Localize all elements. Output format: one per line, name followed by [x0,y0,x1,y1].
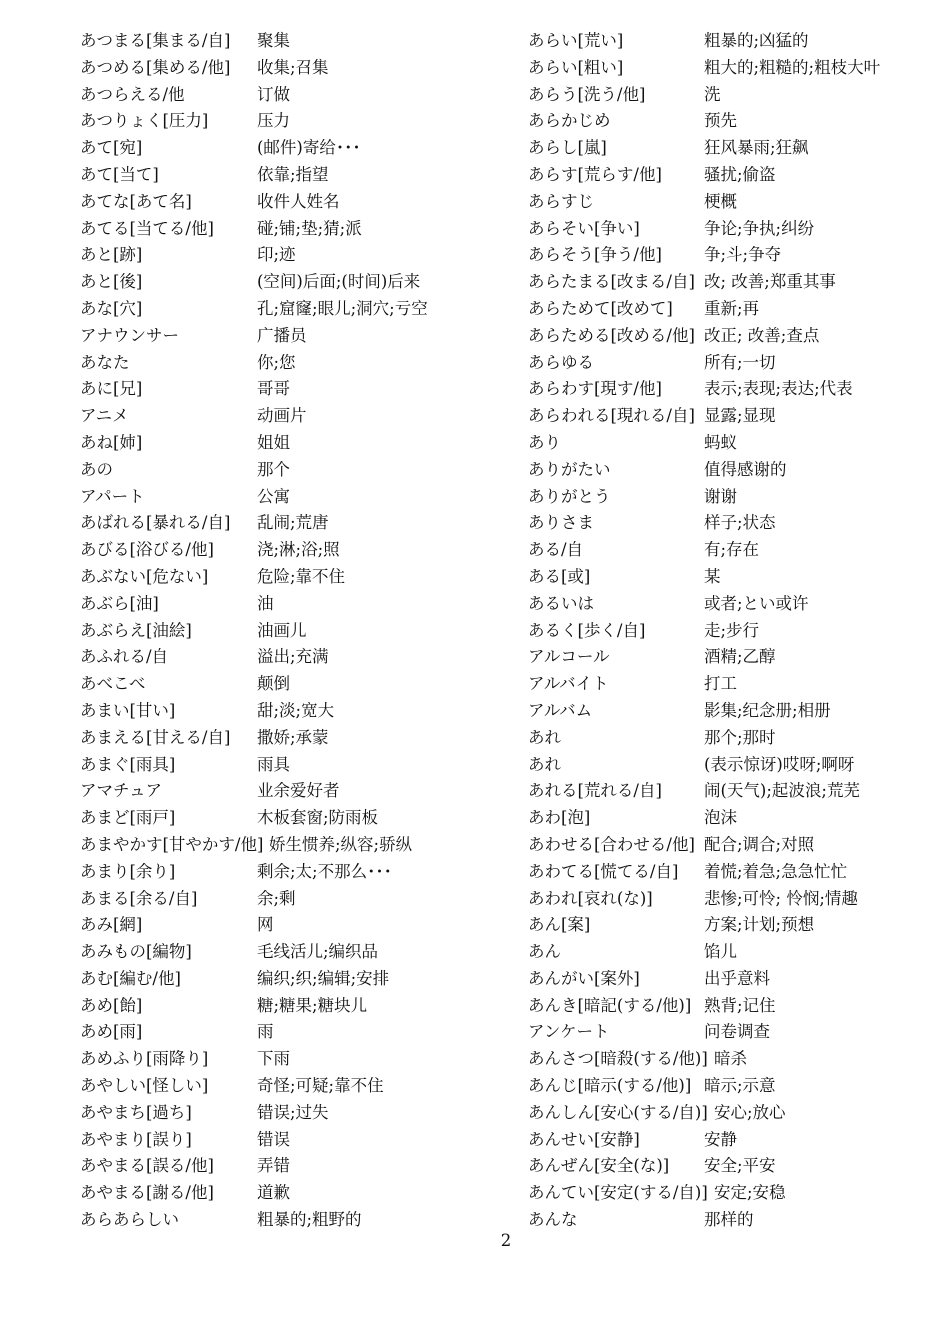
vocab-meaning: 粗暴的;粗野的 [257,1210,362,1230]
page-number: 2 [500,1231,512,1250]
vocab-entry [528,162,928,189]
vocab-term: あと[後] [80,272,143,292]
vocab-term: あやしい[怪しい] [80,1076,209,1096]
vocab-meaning: 洗 [704,84,721,104]
vocab-meaning: 走;步行 [704,620,760,640]
vocab-term: あらためる[改める/他] [528,325,695,345]
vocab-term: あみもの[編物] [80,942,192,962]
vocab-meaning: 那个 [257,459,290,479]
vocab-meaning: 错误;过失 [257,1102,329,1122]
vocab-term: あるく[歩く/自] [528,620,646,640]
vocab-meaning: 娇生惯养;纵容;骄纵 [269,834,413,854]
vocab-meaning: 样子;状态 [704,513,776,533]
vocab-entry [528,564,928,591]
vocab-entry [80,1046,510,1073]
vocab-meaning: 你;您 [257,352,296,372]
vocab-meaning: 暗示;示意 [704,1076,776,1096]
vocab-entry [80,1019,510,1046]
vocab-term: あつらえる/他 [80,84,185,104]
vocab-term: あぶない[危ない] [80,566,209,586]
vocab-meaning: 闹(天气);起波浪;荒芜 [704,781,860,801]
vocab-entry [80,82,510,109]
vocab-meaning: (空间)后面;(时间)后来 [257,272,421,292]
vocab-meaning: 粗大的;粗糙的;粗枝大叶 [704,57,881,77]
vocab-entry [80,403,510,430]
vocab-entry [80,430,510,457]
vocab-meaning: 狂风暴雨;狂飙 [704,138,809,158]
vocab-term: あめ[雨] [80,1022,143,1042]
vocab-entry [80,725,510,752]
vocab-meaning: 木板套窗;防雨板 [257,808,379,828]
vocab-term: あんじ[暗示(する/他)] [528,1076,692,1096]
vocab-term: あまぐ[雨具] [80,754,176,774]
vocab-entry [528,1100,928,1127]
vocab-entry [528,216,928,243]
vocab-meaning: 梗概 [704,191,737,211]
vocab-term: アルコール [528,647,610,667]
vocab-meaning: (邮件)寄给･･･ [257,138,361,158]
vocab-term: あらすじ [528,191,594,211]
vocab-meaning: 依靠;指望 [257,164,329,184]
vocab-entry [80,564,510,591]
vocab-term: ありがとう [528,486,611,506]
vocab-entry [80,912,510,939]
vocab-meaning: 泡沫 [704,808,737,828]
vocab-meaning: 安定;安稳 [714,1183,786,1203]
vocab-term: あわれ[哀れ(な)] [528,888,653,908]
vocab-term: あつりょく[圧力] [80,111,209,131]
vocab-term: あまる[余る/自] [80,888,198,908]
vocab-term: あなた [80,352,130,372]
vocab-entry [80,537,510,564]
vocab-term: あて[当て] [80,164,159,184]
vocab-meaning: 下雨 [257,1049,290,1069]
vocab-entry [528,82,928,109]
vocab-entry [528,135,928,162]
vocab-entry [528,537,928,564]
vocab-entry [528,1180,928,1207]
vocab-entry [528,1046,928,1073]
vocab-term: アルバイト [528,674,609,694]
vocab-meaning: 悲惨;可怜; 怜悯;情趣 [704,888,858,908]
vocab-entry [528,296,928,323]
vocab-term: アルバム [528,700,593,720]
vocab-meaning: 编织;织;编辑;安排 [257,968,390,988]
vocab-entry [528,591,928,618]
vocab-term: アマチュア [80,781,163,801]
vocab-meaning: 错误 [257,1129,290,1149]
vocab-meaning: 着慌;着急;急急忙忙 [704,861,848,881]
vocab-term: あと[跡] [80,245,143,265]
vocab-meaning: 碰;铺;垫;猜;派 [257,218,362,238]
vocab-meaning: 道歉 [257,1183,290,1203]
vocab-term: あまど[雨戸] [80,808,176,828]
vocab-term: あつまる[集まる/自] [80,31,231,50]
vocab-meaning: 影集;纪念册;相册 [704,700,831,720]
vocab-term: あれ [528,754,561,774]
vocab-entry [528,430,928,457]
vocab-term: あやまち[過ち] [80,1102,192,1122]
vocab-entry [80,832,510,859]
vocab-term: あんさつ[暗殺(する/他)] [528,1049,708,1069]
vocab-term: ありがたい [528,459,611,479]
vocab-entry [528,939,928,966]
vocab-meaning: 安心;放心 [714,1102,786,1122]
vocab-term: ある[或] [528,566,591,586]
vocab-entry [528,242,928,269]
vocab-term: あぶらえ[油絵] [80,620,192,640]
vocab-entry [80,484,510,511]
vocab-term: あらたまる[改まる/自] [528,272,695,292]
vocab-meaning: 余;剩 [257,888,296,908]
vocab-meaning: 酒精;乙醇 [704,647,776,667]
vocab-term: あな[穴] [80,298,143,318]
vocab-meaning: 争;斗;争夺 [704,245,782,265]
vocab-meaning: 撒娇;承蒙 [257,727,329,747]
vocab-meaning: 颠倒 [257,674,290,694]
vocab-entry [80,189,510,216]
vocab-term: あふれる/自 [80,647,169,667]
vocab-term: あらし[嵐] [528,138,607,158]
vocab-entry [80,1180,510,1207]
vocab-term: あらあらしい [80,1210,179,1230]
vocab-entry [80,752,510,779]
vocab-term: あらい[粗い] [528,57,624,77]
vocab-meaning: 粗暴的;凶猛的 [704,31,809,50]
vocab-entry [80,993,510,1020]
vocab-entry [80,269,510,296]
vocab-entry [80,350,510,377]
vocab-meaning: 某 [704,566,721,586]
vocab-term: あれる[荒れる/自] [528,781,662,801]
vocab-term: あやまる[謝る/他] [80,1183,214,1203]
vocab-term: あめふり[雨降り] [80,1049,209,1069]
vocab-meaning: 暗杀 [714,1049,747,1069]
vocab-term: あわ[泡] [528,808,591,828]
vocab-entry [528,778,928,805]
vocab-entry [528,752,928,779]
vocab-meaning: 订做 [257,84,290,104]
vocab-meaning: 动画片 [257,406,307,426]
vocab-entry [80,778,510,805]
vocab-term: あまい[甘い] [80,700,176,720]
vocab-meaning: 姐姐 [257,432,290,452]
vocab-meaning: 油画儿 [257,620,307,640]
vocab-term: あらかじめ [528,111,611,131]
vocab-term: あわてる[慌てる/自] [528,861,679,881]
vocab-term: あん [528,942,561,962]
vocab-entry [80,135,510,162]
vocab-meaning: 出乎意料 [704,968,770,988]
vocab-term: あんき[暗記(する/他)] [528,995,692,1015]
vocab-term: あらそう[争う/他] [528,245,662,265]
vocab-term: あぶら[油] [80,593,159,613]
vocab-meaning: 聚集 [257,31,290,50]
vocab-entry [528,55,928,82]
vocab-entry [80,698,510,725]
vocab-meaning: 所有;一切 [704,352,776,372]
vocab-term: アパート [80,486,145,506]
vocab-term: あらためて[改めて] [528,298,673,318]
vocab-entry [528,1019,928,1046]
vocab-meaning: 剩余;太;不那么･･･ [257,861,392,881]
vocab-term: あらわす[現す/他] [528,379,662,399]
vocab-entry [528,725,928,752]
vocab-entry [528,1073,928,1100]
vocab-term: あみ[網] [80,915,143,935]
vocab-entry [80,1127,510,1154]
vocab-entry [80,162,510,189]
vocab-term: あんせい[安静] [528,1129,640,1149]
vocab-meaning: 值得感谢的 [704,459,787,479]
vocab-entry [80,55,510,82]
vocab-meaning: 方案;计划;预想 [704,915,815,935]
vocab-term: あん[案] [528,915,591,935]
vocab-entry [528,28,928,55]
vocab-meaning: 骚扰;偷盗 [704,164,776,184]
vocab-entry [528,805,928,832]
vocab-term: あばれる[暴れる/自] [80,513,231,533]
vocab-meaning: 哥哥 [257,379,290,399]
right-column [528,28,928,1234]
vocab-term: あんしん[安心(する/自)] [528,1102,708,1122]
vocab-term: あらい[荒い] [528,31,624,50]
vocab-meaning: 广播员 [257,325,307,345]
vocab-entry [528,912,928,939]
vocab-term: あてな[あて名] [80,191,192,211]
vocab-entry [528,618,928,645]
vocab-entry [80,108,510,135]
vocab-meaning: 糖;糖果;糖块儿 [257,995,368,1015]
vocab-term: あらす[荒らす/他] [528,164,662,184]
vocab-term: あめ[飴] [80,995,143,1015]
vocab-entry [528,323,928,350]
vocab-meaning: 孔;窟窿;眼儿;洞穴;亏空 [257,298,428,318]
vocab-entry [528,108,928,135]
vocab-term: アナウンサー [80,325,179,345]
vocab-entry [528,1153,928,1180]
vocab-meaning: 重新;再 [704,298,760,318]
vocab-meaning: 谢谢 [704,486,737,506]
vocab-entry [528,457,928,484]
vocab-entry [80,1100,510,1127]
vocab-meaning: 安静 [704,1129,737,1149]
vocab-entry [528,484,928,511]
vocab-meaning: 雨具 [257,754,290,774]
vocab-meaning: 蚂蚁 [704,432,737,452]
vocab-entry [528,886,928,913]
vocab-meaning: 预先 [704,111,737,131]
vocab-entry [80,618,510,645]
vocab-meaning: 压力 [257,111,290,131]
vocab-entry [80,671,510,698]
vocab-entry [80,886,510,913]
vocab-term: あらそい[争い] [528,218,640,238]
vocab-term: あべこべ [80,674,146,694]
vocab-meaning: 印;迹 [257,245,296,265]
vocab-entry [80,510,510,537]
vocab-entry [528,644,928,671]
vocab-meaning: 熟背;记住 [704,995,776,1015]
vocab-term: あらわれる[現れる/自] [528,406,695,426]
vocab-meaning: 雨 [257,1022,274,1042]
vocab-term: あんぜん[安全(な)] [528,1156,670,1176]
vocab-term: あに[兄] [80,379,143,399]
vocab-entry [528,698,928,725]
vocab-term: ありさま [528,513,594,533]
vocab-term: あんな [528,1210,578,1230]
vocab-entry [80,457,510,484]
vocab-entry [80,242,510,269]
vocab-term: あまり[余り] [80,861,176,881]
vocab-term: あびる[浴びる/他] [80,540,214,560]
vocab-meaning: 奇怪;可疑;靠不住 [257,1076,384,1096]
vocab-meaning: 毛线活儿;编织品 [257,942,379,962]
vocab-meaning: 溢出;充满 [257,647,329,667]
vocab-meaning: 乱闹;荒唐 [257,513,329,533]
vocab-meaning: 争论;争执;纠纷 [704,218,815,238]
vocab-entry [528,350,928,377]
vocab-entry [80,644,510,671]
vocab-meaning: 改正; 改善;查点 [704,325,820,345]
vocab-meaning: 或者;とい或许 [704,593,809,613]
vocab-entry [528,859,928,886]
vocab-meaning: 收集;召集 [257,57,329,77]
vocab-meaning: 网 [257,915,274,935]
vocab-entry [80,216,510,243]
vocab-entry [80,323,510,350]
vocab-term: あの [80,459,113,479]
vocab-term: あやまり[誤り] [80,1129,192,1149]
vocab-meaning: (表示惊讶)哎呀;啊呀 [704,754,855,774]
vocab-meaning: 弄错 [257,1156,290,1176]
vocab-term: あり [528,432,561,452]
vocab-meaning: 那样的 [704,1210,754,1230]
vocab-meaning: 安全;平安 [704,1156,776,1176]
vocab-entry [528,993,928,1020]
vocab-entry [80,1153,510,1180]
vocab-term: あわせる[合わせる/他] [528,834,695,854]
vocab-meaning: 危险;靠不住 [257,566,346,586]
vocab-term: ある/自 [528,540,584,560]
vocab-entry [80,1073,510,1100]
vocab-entry [80,939,510,966]
vocab-entry [528,403,928,430]
vocab-term: あつめる[集める/他] [80,57,231,77]
vocab-entry [528,189,928,216]
vocab-term: あるいは [528,593,594,613]
vocab-entry [528,671,928,698]
vocab-meaning: 业余爱好者 [257,781,340,801]
vocab-term: あれ [528,727,561,747]
vocab-meaning: 打工 [704,674,737,694]
vocab-entry [528,510,928,537]
vocab-entry [80,296,510,323]
vocab-term: あらう[洗う/他] [528,84,646,104]
vocab-term: あらゆる [528,352,594,372]
vocab-term: アニメ [80,406,129,426]
vocab-term: アンケート [528,1022,610,1042]
vocab-meaning: 公寓 [257,486,290,506]
vocab-meaning: 问卷调查 [704,1022,770,1042]
vocab-meaning: 油 [257,593,274,613]
vocab-term: あむ[編む/他] [80,968,181,988]
vocab-term: あまえる[甘える/自] [80,727,231,747]
vocab-entry [80,376,510,403]
vocab-entry [80,859,510,886]
vocab-entry [528,376,928,403]
vocab-meaning: 显露;显现 [704,406,776,426]
vocab-meaning: 馅儿 [704,942,737,962]
vocab-entry [80,805,510,832]
vocab-meaning: 收件人姓名 [257,191,340,211]
vocab-meaning: 那个;那时 [704,727,776,747]
left-column [80,28,510,1234]
vocab-entry [80,28,510,55]
vocab-meaning: 表示;表现;表达;代表 [704,379,853,399]
vocab-meaning: 浇;淋;浴;照 [257,540,340,560]
vocab-entry [80,966,510,993]
vocab-entry [528,832,928,859]
vocab-entry [528,966,928,993]
vocab-term: あて[宛] [80,138,143,158]
vocab-term: あてる[当てる/他] [80,218,214,238]
vocab-term: あんがい[案外] [528,968,640,988]
vocab-meaning: 配合;调合;对照 [704,834,815,854]
vocab-entry [528,1127,928,1154]
vocab-term: あまやかす[甘やかす/他] [80,834,264,854]
vocab-meaning: 甜;淡;宽大 [257,700,335,720]
vocab-entry [528,269,928,296]
vocab-meaning: 改; 改善;郑重其事 [704,272,836,292]
vocab-term: あんてい[安定(する/自)] [528,1183,708,1203]
vocab-term: あやまる[誤る/他] [80,1156,214,1176]
vocab-term: あね[姉] [80,432,143,452]
vocab-meaning: 有;存在 [704,540,760,560]
vocab-entry [80,591,510,618]
